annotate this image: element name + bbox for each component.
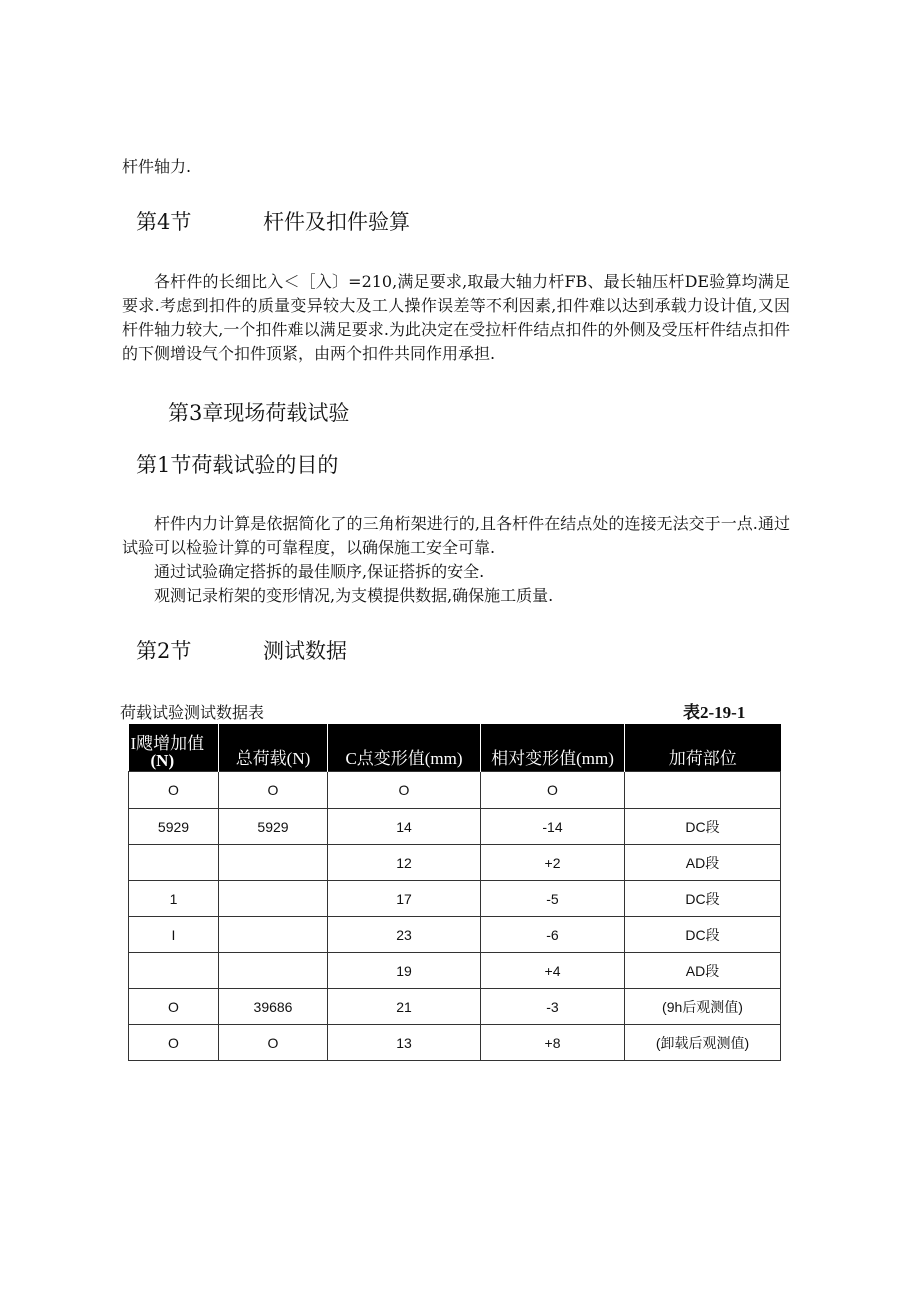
header-relative-deformation: 相对变形值(mm) (481, 724, 625, 772)
cell-load-position: (9h后观测值) (625, 989, 781, 1025)
cell-load-position (625, 772, 781, 809)
section-2-title: 测试数据 (263, 639, 347, 663)
header-total-load: 总荷载(N) (219, 724, 328, 772)
section-4-paragraph: 各杆件的长细比入＜［入〕=210,满足要求,取最大轴力杆FB、最长轴压杆DE验算均满足要求.考虑到扣件的质量变异较大及工人操作误差等不利因素,扣件难以达到承载力设计值,又因杆件轴力较大,一个扣件难以满足要求.为此决定在受拉杆件结点扣件的外侧及受压杆件结点扣件的下侧增设气个扣件顶紧，由两个扣件共同作用承担. (122, 272, 790, 363)
cell-increment: O (129, 989, 219, 1025)
cell-c-deformation: O (328, 772, 481, 809)
section-1-paragraph-3: 观测记录桁架的变形情况,为支模提供数据,确保施工质量. (154, 586, 554, 605)
intro-fragment: 杆件轴力. (122, 157, 192, 176)
load-test-table (128, 724, 781, 1061)
cell-load-position: DC段 (625, 809, 781, 845)
table-row (129, 917, 781, 953)
cell-relative-deformation: -3 (481, 989, 625, 1025)
cell-load-position: DC段 (625, 917, 781, 953)
cell-c-deformation: 14 (328, 809, 481, 845)
header-c-deformation: C点变形值(mm) (328, 724, 481, 772)
cell-load-position: AD段 (625, 953, 781, 989)
cell-total-load (219, 881, 328, 917)
cell-total-load: O (219, 1025, 328, 1061)
cell-c-deformation: 21 (328, 989, 481, 1025)
table-row (129, 845, 781, 881)
cell-total-load (219, 953, 328, 989)
section-4-number: 第4节 (136, 210, 192, 234)
chapter-3-heading: 第3章现场荷载试验 (168, 401, 350, 425)
table-row (129, 881, 781, 917)
section-4-title: 杆件及扣件验算 (263, 210, 410, 234)
cell-relative-deformation: O (481, 772, 625, 809)
cell-relative-deformation: +2 (481, 845, 625, 881)
cell-increment: I (129, 917, 219, 953)
cell-total-load: O (219, 772, 328, 809)
cell-relative-deformation: -14 (481, 809, 625, 845)
table-row (129, 1025, 781, 1061)
table-header-row (129, 724, 781, 772)
cell-relative-deformation: +8 (481, 1025, 625, 1061)
header-increment (129, 724, 219, 772)
cell-load-position: (卸载后观测值) (625, 1025, 781, 1061)
section-1-paragraph-1: 杆件内力计算是依据简化了的三角桁架进行的,且各杆件在结点处的连接无法交于一点.通过试验可以检验计算的可靠程度，以确保施工安全可靠. (122, 514, 790, 557)
cell-increment: O (129, 772, 219, 809)
cell-increment: 5929 (129, 809, 219, 845)
section-1-heading: 第1节荷载试验的目的 (136, 453, 339, 477)
cell-load-position: AD段 (625, 845, 781, 881)
table-row (129, 989, 781, 1025)
table-row (129, 772, 781, 809)
cell-total-load: 5929 (219, 809, 328, 845)
cell-total-load: 39686 (219, 989, 328, 1025)
cell-c-deformation: 12 (328, 845, 481, 881)
cell-relative-deformation: -6 (481, 917, 625, 953)
cell-c-deformation: 19 (328, 953, 481, 989)
cell-c-deformation: 13 (328, 1025, 481, 1061)
table-caption: 荷载试验测试数据表 (120, 703, 265, 722)
cell-increment: 1 (129, 881, 219, 917)
cell-load-position: DC段 (625, 881, 781, 917)
cell-c-deformation: 23 (328, 917, 481, 953)
cell-increment (129, 953, 219, 989)
cell-increment (129, 845, 219, 881)
cell-total-load (219, 917, 328, 953)
section-1-body (122, 512, 790, 608)
header-load-position: 加荷部位 (625, 724, 781, 772)
section-4-body (122, 270, 790, 370)
cell-c-deformation: 17 (328, 881, 481, 917)
header-increment-line2: (N) (150, 751, 175, 770)
cell-increment: O (129, 1025, 219, 1061)
cell-total-load (219, 845, 328, 881)
table-number: 表2-19-1 (683, 703, 746, 722)
header-increment-line1: I飕增加值 (130, 734, 205, 753)
table-row (129, 809, 781, 845)
section-1-paragraph-2: 通过试验确定搭拆的最佳顺序,保证搭拆的安全. (154, 562, 485, 581)
cell-relative-deformation: +4 (481, 953, 625, 989)
cell-relative-deformation: -5 (481, 881, 625, 917)
section-2-number: 第2节 (136, 639, 192, 663)
table-row (129, 953, 781, 989)
